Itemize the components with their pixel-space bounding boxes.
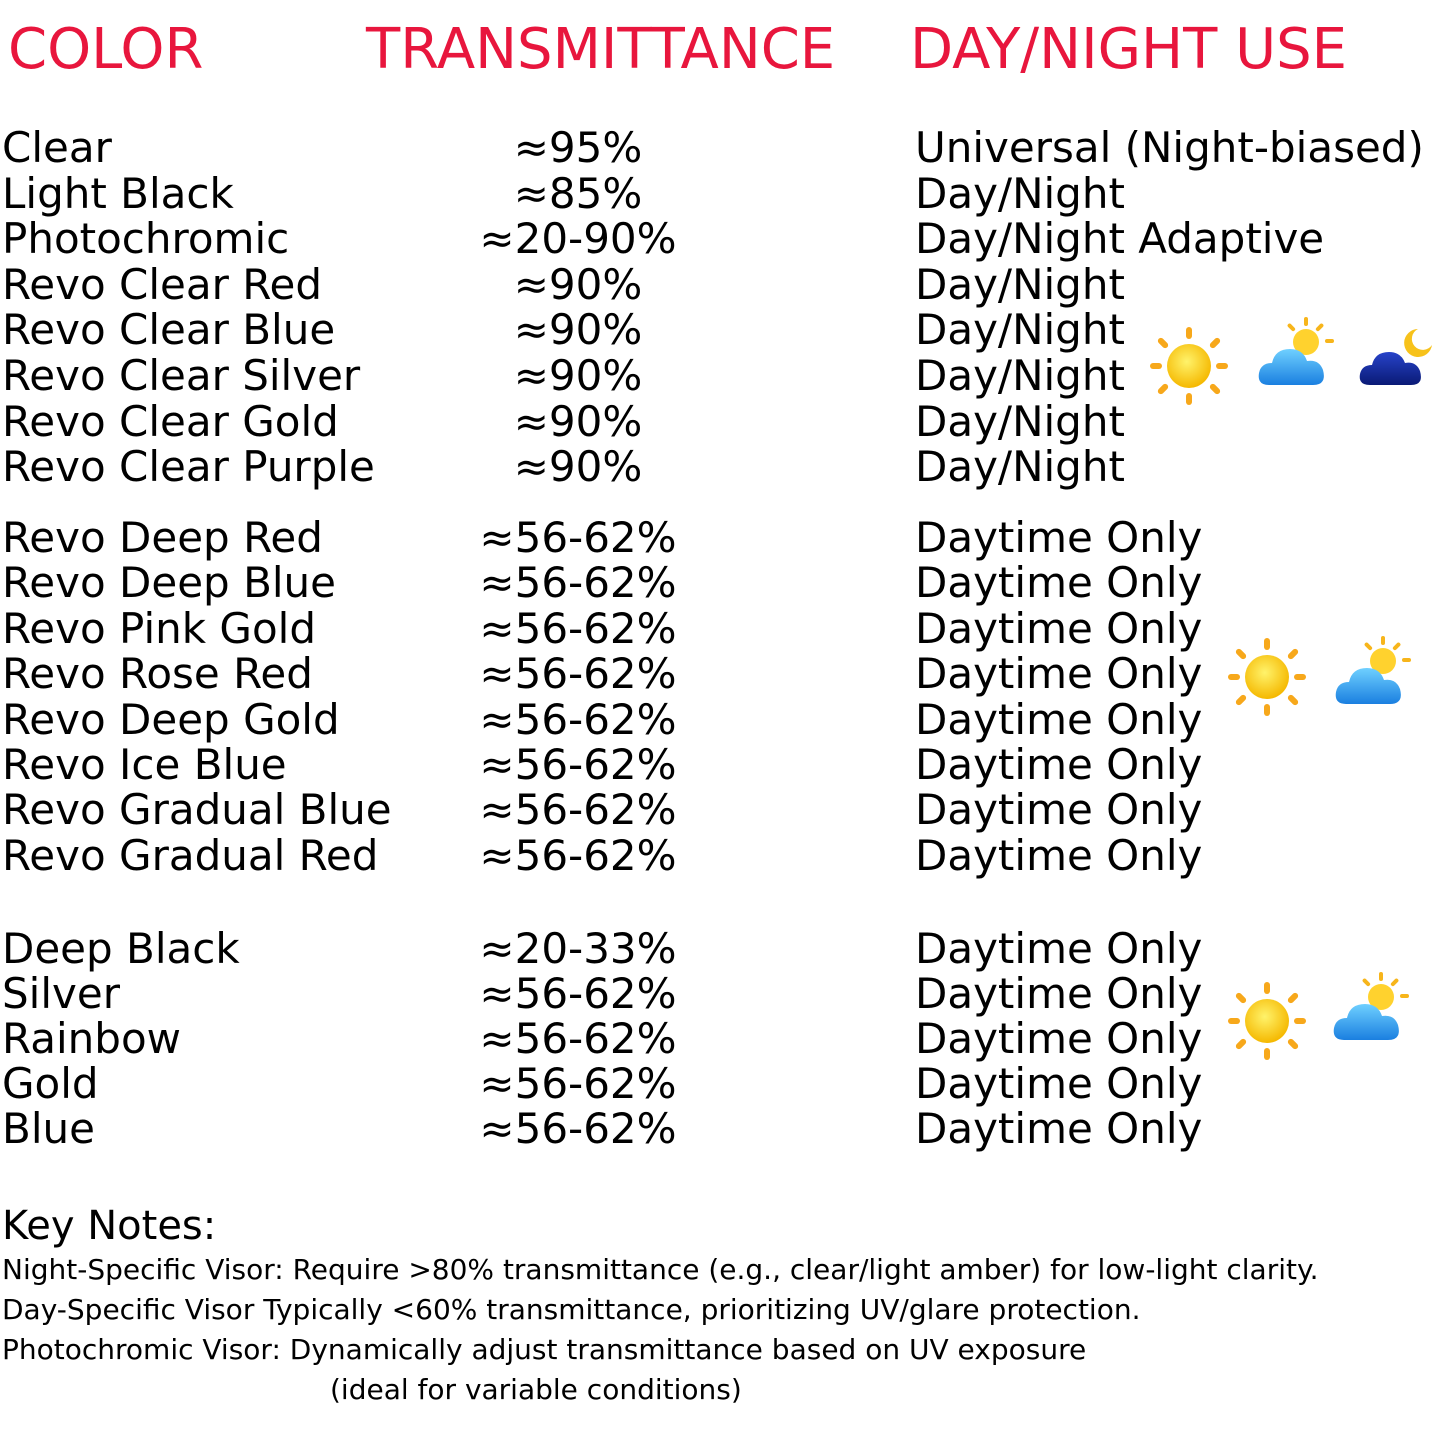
transmittance-value: ≈56-62% xyxy=(479,969,677,1018)
sun-icon xyxy=(1226,980,1308,1066)
visor-color-name: Gold xyxy=(2,1059,99,1108)
visor-color-name: Revo Deep Gold xyxy=(2,694,340,744)
day-night-use-value: Daytime Only xyxy=(915,558,1203,608)
partly-cloudy-day-icon xyxy=(1332,634,1412,718)
transmittance-value: ≈90% xyxy=(513,259,643,309)
partly-cloudy-day-icon xyxy=(1330,970,1410,1054)
sun-icon xyxy=(1226,636,1308,722)
day-night-use-value: Daytime Only xyxy=(915,513,1203,562)
table-row xyxy=(0,1016,1433,1062)
visor-color-name: Revo Clear Red xyxy=(2,259,323,309)
day-night-use-value: Day/Night xyxy=(915,442,1125,492)
transmittance-value: ≈20-33% xyxy=(479,924,677,973)
column-header-color: COLOR xyxy=(8,17,204,82)
table-row xyxy=(0,603,1433,653)
transmittance-value: ≈56-62% xyxy=(479,1014,677,1063)
visor-color-name: Revo Clear Purple xyxy=(2,442,375,492)
visor-color-name: Revo Gradual Red xyxy=(2,830,379,880)
transmittance-value: ≈56-62% xyxy=(479,603,677,653)
day-night-use-value: Daytime Only xyxy=(915,785,1203,835)
visor-color-name: Revo Clear Gold xyxy=(2,396,339,446)
transmittance-value: ≈95% xyxy=(513,123,643,172)
table-row xyxy=(0,259,1433,309)
table-row xyxy=(0,651,1433,697)
column-header-day-night-use: DAY/NIGHT USE xyxy=(910,17,1348,82)
table-row xyxy=(0,742,1433,788)
transmittance-value: ≈90% xyxy=(513,305,643,355)
day-night-use-value: Daytime Only xyxy=(915,694,1203,744)
table-row xyxy=(0,787,1433,833)
day-night-use-value: Universal (Night-biased) xyxy=(915,123,1424,172)
transmittance-value: ≈56-62% xyxy=(479,558,677,608)
table-row xyxy=(0,216,1433,262)
transmittance-value: ≈85% xyxy=(513,168,643,218)
table-row xyxy=(0,560,1433,606)
visor-color-name: Photochromic xyxy=(2,214,290,264)
transmittance-value: ≈56-62% xyxy=(479,694,677,744)
day-night-use-value: Daytime Only xyxy=(915,1059,1203,1108)
day-night-use-value: Day/Night xyxy=(915,259,1125,309)
day-night-use-value: Day/Night Adaptive xyxy=(915,214,1325,264)
table-row xyxy=(0,1106,1433,1152)
day-night-use-value: Daytime Only xyxy=(915,830,1203,880)
column-header-transmittance: TRANSMITTANCE xyxy=(366,17,836,82)
day-night-use-value: Daytime Only xyxy=(915,649,1203,699)
transmittance-value: ≈56-62% xyxy=(479,785,677,835)
transmittance-value: ≈56-62% xyxy=(479,513,677,562)
visor-color-name: Revo Gradual Blue xyxy=(2,785,392,835)
day-night-use-value: Day/Night xyxy=(915,305,1125,355)
visor-color-name: Revo Pink Gold xyxy=(2,603,316,653)
table-row xyxy=(0,125,1433,171)
transmittance-value: ≈90% xyxy=(513,442,643,492)
table-row xyxy=(0,926,1433,972)
day-night-use-value: Daytime Only xyxy=(915,969,1203,1018)
day-night-use-value: Day/Night xyxy=(915,168,1125,218)
visor-color-name: Revo Clear Silver xyxy=(2,351,361,400)
visor-color-name: Revo Ice Blue xyxy=(2,740,287,789)
visor-color-name: Blue xyxy=(2,1104,95,1153)
table-row xyxy=(0,1061,1433,1107)
transmittance-value: ≈56-62% xyxy=(479,649,677,699)
table-row xyxy=(0,971,1433,1017)
visor-color-name: Light Black xyxy=(2,168,234,218)
transmittance-value: ≈90% xyxy=(513,396,643,446)
table-row xyxy=(0,444,1433,490)
note-line-photochromic: Photochromic Visor: Dynamically adjust transmittance based on UV exposure xyxy=(2,1333,1087,1366)
transmittance-value: ≈20-90% xyxy=(479,214,677,264)
table-row xyxy=(0,168,1433,218)
transmittance-value: ≈90% xyxy=(513,351,643,400)
partly-cloudy-day-icon xyxy=(1255,315,1335,399)
transmittance-value: ≈56-62% xyxy=(479,830,677,880)
day-night-use-value: Day/Night xyxy=(915,351,1125,400)
day-night-use-value: Daytime Only xyxy=(915,1104,1203,1153)
visor-color-name: Silver xyxy=(2,969,120,1018)
day-night-use-value: Daytime Only xyxy=(915,603,1203,653)
visor-color-name: Revo Deep Red xyxy=(2,513,323,562)
table-row xyxy=(0,515,1433,561)
key-notes-title: Key Notes: xyxy=(2,1203,217,1249)
visor-color-name: Revo Clear Blue xyxy=(2,305,336,355)
table-row xyxy=(0,830,1433,880)
note-line-photochromic-cont: (ideal for variable conditions) xyxy=(330,1373,742,1406)
transmittance-value: ≈56-62% xyxy=(479,1104,677,1153)
day-night-use-value: Day/Night xyxy=(915,396,1125,446)
note-line-night: Night-Specific Visor: Require >80% transmittance (e.g., clear/light amber) for low-light clarity. xyxy=(2,1253,1319,1286)
transmittance-value: ≈56-62% xyxy=(479,1059,677,1108)
day-night-use-value: Daytime Only xyxy=(915,1014,1203,1063)
transmittance-value: ≈56-62% xyxy=(479,740,677,789)
visor-color-name: Clear xyxy=(2,123,112,172)
day-night-use-value: Daytime Only xyxy=(915,740,1203,789)
visor-color-name: Revo Deep Blue xyxy=(2,558,337,608)
note-line-day: Day-Specific Visor Typically <60% transmittance, prioritizing UV/glare protection. xyxy=(2,1293,1141,1326)
visor-color-name: Deep Black xyxy=(2,924,240,973)
table-row xyxy=(0,694,1433,744)
night-cloud-moon-icon xyxy=(1358,325,1433,395)
visor-color-name: Rainbow xyxy=(2,1014,181,1063)
visor-color-name: Revo Rose Red xyxy=(2,649,313,699)
day-night-use-value: Daytime Only xyxy=(915,924,1203,973)
sun-icon xyxy=(1148,325,1230,411)
